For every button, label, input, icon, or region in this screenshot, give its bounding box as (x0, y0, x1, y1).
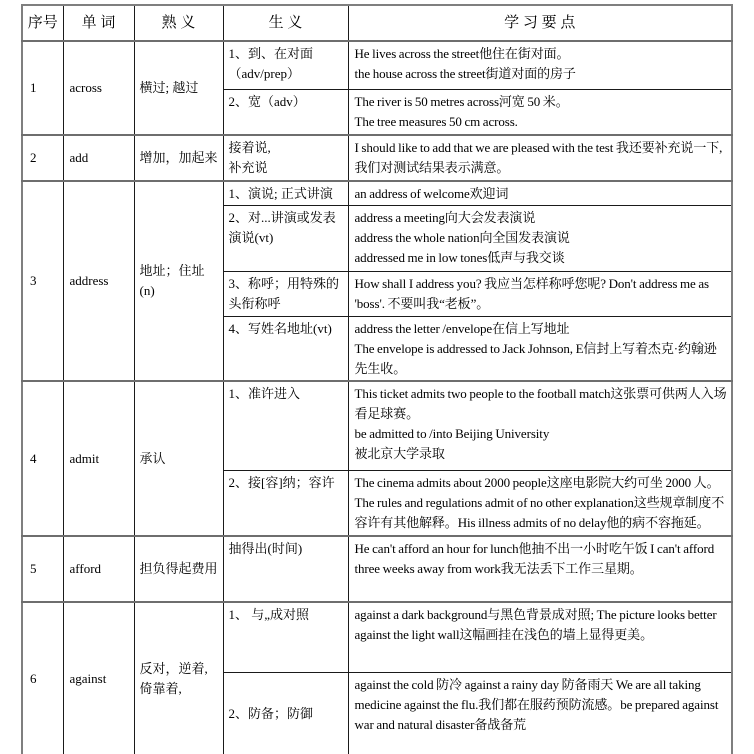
num-cell: 6 (22, 602, 63, 754)
text-line: 承认 (139, 450, 166, 466)
text-line: The river is 50 metres across河宽 50 米。 (354, 93, 569, 109)
word-cell: address (63, 181, 134, 381)
num-cell: 1 (22, 41, 63, 135)
text-line: （adv/prep） (228, 66, 300, 81)
sense-cell (223, 536, 348, 602)
text-line: 3、称呼；用特殊的头衔称呼 (228, 276, 340, 311)
text-line: address the letter /envelope在信上写地址 (354, 321, 570, 336)
points-cell (348, 602, 732, 672)
familiar-cell (134, 41, 223, 135)
header-col-word: 单 词 (63, 5, 134, 41)
points-cell (348, 181, 732, 206)
text-line: 2、接[容]纳；容许 (228, 474, 335, 490)
text-line: 2、防备；防御 (228, 706, 314, 722)
table-row (22, 602, 732, 672)
num-cell: 5 (22, 536, 63, 602)
text-line: The tree measures 50 cm across. (354, 113, 518, 129)
table-row (22, 41, 732, 89)
word-cell: against (63, 602, 134, 754)
header-col-new-meaning: 生 义 (223, 5, 348, 41)
sense-cell (223, 470, 348, 536)
text-line: He lives across the street他住在街对面。 (354, 46, 570, 61)
familiar-cell (134, 536, 223, 602)
sense-cell (223, 135, 348, 181)
text-line: 担负得起费用 (139, 561, 218, 576)
text-line: I should like to add that we are pleased with the test 我还要补充说一下,我们对测试结果表示满意。 (354, 140, 723, 175)
familiar-cell (134, 135, 223, 181)
text-line: The rules and regulations admit of no other explanation这些规章制度不容许有其他解释。His illness admits of no delay他的病不容拖延。 (354, 494, 725, 530)
vocab-table (21, 4, 733, 754)
text-line: against the cold 防冷 against a rainy day 防备雨天 We are all taking medicine against the flu.我们都在服药预防流感。be prepared against war and natural disaster备战备荒 (354, 676, 719, 732)
text-line: the house across the street街道对面的房子 (354, 66, 576, 81)
sense-cell (223, 602, 348, 672)
table-row (22, 381, 732, 470)
text-line: 反对，逆着, (139, 661, 208, 676)
sense-cell (223, 181, 348, 206)
sense-cell (223, 381, 348, 470)
word-cell: across (63, 41, 134, 135)
text-line: This ticket admits two people to the football match这张票可供两人入场看足球赛。 (354, 386, 727, 421)
text-line: 接着说, (228, 140, 271, 155)
text-line: against a dark background与黑色背景成对照; The picture looks better against the light wall这幅画挂在浅色的墙上显得更美。 (354, 607, 717, 642)
num-cell: 3 (22, 181, 63, 381)
text-line: 增加，加起来 (139, 150, 218, 165)
word-cell: afford (63, 536, 134, 602)
text-line: 1、 与„成对照 (228, 607, 310, 622)
sense-cell (223, 317, 348, 382)
table-row (22, 536, 732, 602)
text-line: 1、到、在对面 (228, 46, 314, 61)
sense-cell (223, 89, 348, 135)
points-cell (348, 272, 732, 317)
sense-cell (223, 206, 348, 272)
points-cell (348, 135, 732, 181)
header-col-familiar: 熟 义 (134, 5, 223, 41)
num-cell: 4 (22, 381, 63, 536)
familiar-cell (134, 181, 223, 381)
text-line: He can't afford an hour for lunch他抽不出一小时吃午饭 I can't afford three weeks away from work我无法丢下工作三星期。 (354, 541, 715, 576)
word-cell: add (63, 135, 134, 181)
header-col-num: 序号 (22, 5, 63, 41)
points-cell (348, 206, 732, 272)
table-row (22, 135, 732, 181)
num-cell: 2 (22, 135, 63, 181)
header-row (22, 5, 732, 41)
text-line: 地址；住址(n) (139, 263, 205, 298)
points-cell (348, 89, 732, 135)
table-row (22, 181, 732, 206)
text-line: The envelope is addressed to Jack Johnson, E信封上写着杰克·约翰逊先生收。 (354, 341, 717, 376)
text-line: 2、对...讲演或发表演说(vt) (228, 210, 336, 245)
header-col-points: 学 习 要 点 (348, 5, 732, 41)
text-line: an address of welcome欢迎词 (354, 186, 509, 201)
text-line: address the whole nation向全国发表演说 (354, 230, 570, 245)
text-line: 1、准许进入 (228, 386, 301, 401)
text-line: 横过; 越过 (139, 80, 199, 95)
sense-cell (223, 41, 348, 89)
text-line: 4、写姓名地址(vt) (228, 321, 332, 336)
points-cell (348, 470, 732, 536)
sense-cell (223, 672, 348, 754)
text-line: addressed me in low tones低声与我交谈 (354, 250, 565, 265)
familiar-cell (134, 602, 223, 754)
text-line: be admitted to /into Beijing University (354, 426, 550, 441)
text-line: 1、演说; 正式讲演 (228, 186, 333, 201)
familiar-cell (134, 381, 223, 536)
text-line: 补充说 (228, 160, 268, 175)
text-line: 2、宽（adv） (228, 93, 306, 109)
text-line: How shall I address you? 我应当怎样称呼您呢? Don't address me as 'boss'. 不要叫我“老板”。 (354, 276, 709, 311)
word-cell: admit (63, 381, 134, 536)
points-cell (348, 317, 732, 382)
text-line: The cinema admits about 2000 people这座电影院大约可坐 2000 人。 (354, 474, 720, 490)
sense-cell (223, 272, 348, 317)
points-cell (348, 536, 732, 602)
text-line: 被北京大学录取 (354, 446, 445, 461)
points-cell (348, 381, 732, 470)
text-line: 抽得出(时间) (228, 541, 303, 556)
text-line: 倚靠着, (139, 681, 182, 696)
points-cell (348, 672, 732, 754)
points-cell (348, 41, 732, 89)
text-line: address a meeting向大会发表演说 (354, 210, 536, 225)
